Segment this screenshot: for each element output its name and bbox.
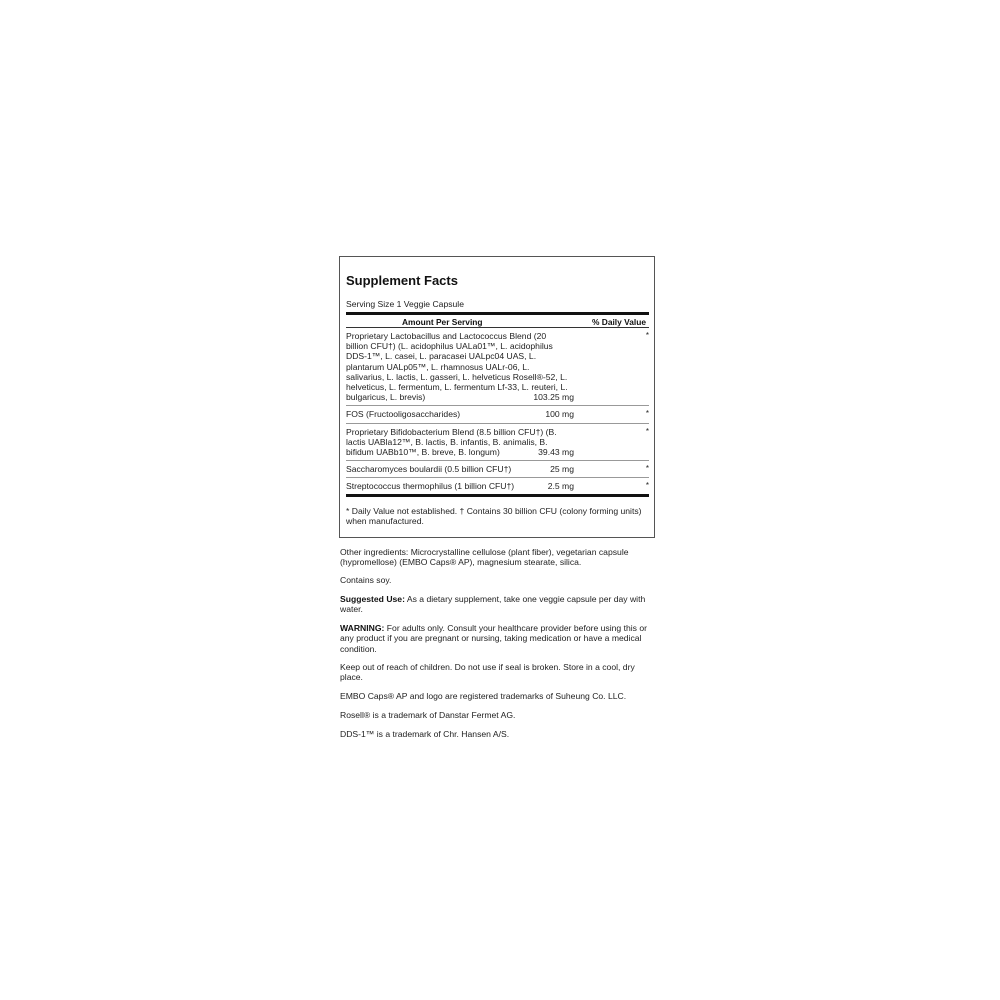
- row-divider: [346, 405, 649, 406]
- daily-value: *: [645, 409, 649, 418]
- facts-footnote: * Daily Value not established. † Contains 30 billion CFU (colony forming units) when manufactured.: [346, 506, 642, 527]
- suggested-use-label: Suggested Use:: [340, 594, 405, 604]
- trademark-rosell: Rosell® is a trademark of Danstar Fermet AG.: [340, 710, 516, 720]
- daily-value: *: [645, 331, 649, 340]
- ingredient-amount: 25 mg: [550, 464, 574, 474]
- daily-value: *: [645, 481, 649, 490]
- facts-row-saccharomyces: [346, 464, 649, 476]
- facts-row-streptococcus: [346, 481, 649, 493]
- daily-value: *: [645, 427, 649, 436]
- suggested-use-text: As a dietary supplement, take one veggie capsule per day with water.: [340, 594, 646, 615]
- supplement-facts-panel: [339, 256, 655, 538]
- ingredient-name: Streptococcus thermophilus (1 billion CFU†): [346, 481, 515, 491]
- warning-text: For adults only. Consult your healthcare provider before using this or any product if you are pregnant or nursing, taking medication or have a medical condition.: [340, 623, 647, 654]
- ingredient-name: Saccharomyces boulardii (0.5 billion CFU†): [346, 464, 512, 474]
- row-divider: [346, 423, 649, 424]
- ingredient-amount: 100 mg: [545, 409, 574, 419]
- row-divider: [346, 477, 649, 478]
- ingredient-amount: 103.25 mg: [533, 392, 574, 402]
- daily-value: *: [645, 464, 649, 473]
- facts-row-bifidobacterium-blend: [346, 427, 649, 459]
- ingredient-amount: 2.5 mg: [547, 481, 574, 491]
- header-rule: [346, 312, 649, 315]
- row-divider: [346, 460, 649, 461]
- warning-label: WARNING:: [340, 623, 385, 633]
- storage-instructions: Keep out of reach of children. Do not use if seal is broken. Store in a cool, dry place.: [340, 662, 635, 683]
- ingredient-name: FOS (Fructooligosaccharides): [346, 409, 461, 419]
- serving-size: Serving Size 1 Veggie Capsule: [346, 299, 465, 309]
- facts-row-fos: [346, 409, 649, 421]
- facts-row-lactobacillus-blend: [346, 331, 649, 405]
- other-ingredients: Other ingredients: Microcrystalline cellulose (plant fiber), vegetarian capsule (hypromellose) (EMBO Caps® AP), magnesium stearate, silica.: [340, 547, 629, 568]
- warning: [340, 623, 656, 654]
- column-header-rule: [346, 327, 649, 328]
- ingredient-name: Proprietary Lactobacillus and Lactococcus Blend (20 billion CFU†) (L. acidophilus UALa01™, L. acidophilus DDS-1™, L. casei, L. paracasei UALpc04 UAS, L. plantarum UALp05™, L. rhamnosus UALr-06, L. salivarius, L. lactis, L. gasseri, L. helveticus Rosell®-52, L. helveticus, L. fermentum, L. fermentum Lf-33, L. reuteri, L. bulgaricus, L. brevis): [346, 331, 568, 403]
- footer-rule: [346, 494, 649, 497]
- trademark-dds1: DDS-1™ is a trademark of Chr. Hansen A/S.: [340, 729, 510, 739]
- trademark-embo: EMBO Caps® AP and logo are registered trademarks of Suheung Co. LLC.: [340, 691, 627, 701]
- amount-per-serving-header: Amount Per Serving: [402, 317, 483, 327]
- ingredient-name: Proprietary Bifidobacterium Blend (8.5 billion CFU†) (B. lactis UABla12™, B. lactis, B. infantis, B. animalis, B. bifidum UABb10™, B. breve, B. longum): [346, 427, 557, 458]
- allergen-statement: Contains soy.: [340, 575, 392, 585]
- suggested-use: [340, 594, 656, 615]
- daily-value-header: % Daily Value: [592, 317, 646, 327]
- ingredient-amount: 39.43 mg: [538, 447, 574, 457]
- facts-title: Supplement Facts: [346, 273, 458, 288]
